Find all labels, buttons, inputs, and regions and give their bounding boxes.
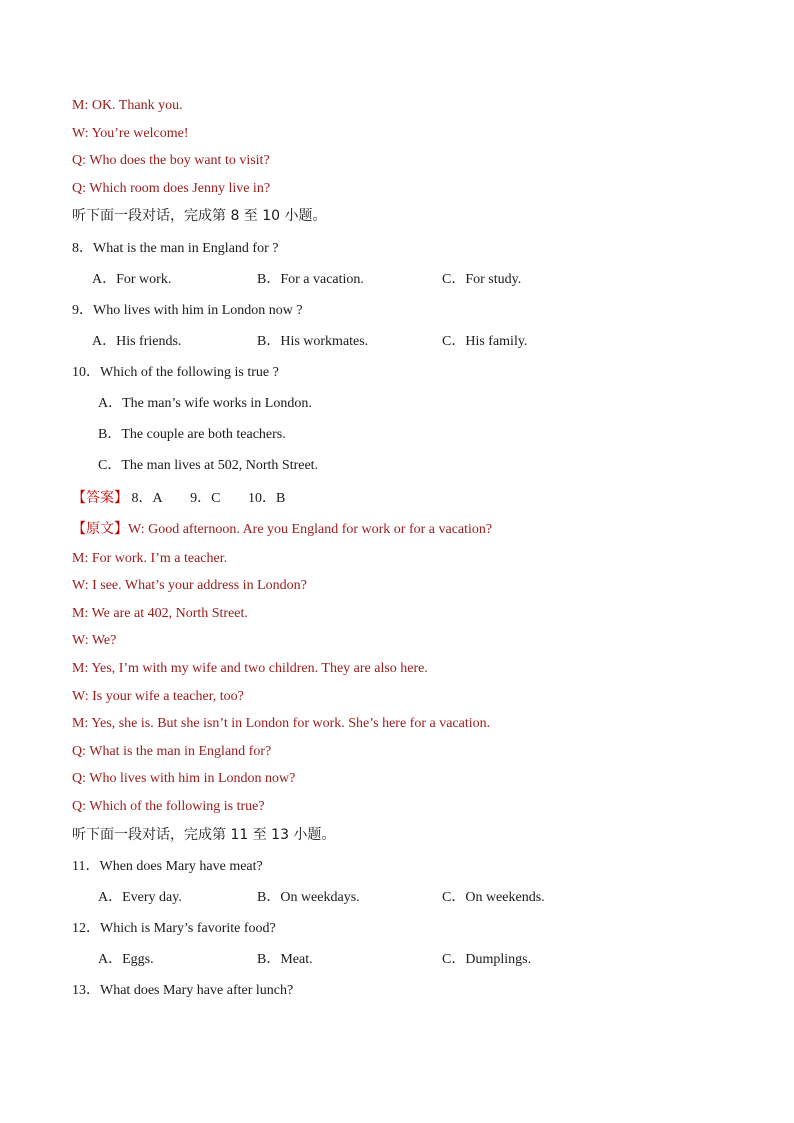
- question-11-stem: 11．When does Mary have meat?: [72, 859, 263, 874]
- transcript-line: M: We are at 402, North Street.: [72, 606, 248, 621]
- question-11-option-c: C．On weekends.: [442, 890, 545, 905]
- dialog-line: Q: Which room does Jenny live in?: [72, 181, 271, 196]
- question-10-option-c: C．The man lives at 502, North Street.: [98, 458, 319, 473]
- section-heading: 听下面一段对话，完成第 11 至 13 小题。: [72, 827, 336, 843]
- question-9-option-a: A．His friends.: [92, 334, 182, 349]
- question-9-stem: 9．Who lives with him in London now ?: [72, 303, 303, 318]
- answer-9: 9．C: [190, 491, 221, 506]
- question-12-option-a: A．Eggs.: [98, 952, 154, 967]
- question-11-option-b: B．On weekdays.: [257, 890, 360, 905]
- transcript-line: Q: What is the man in England for?: [72, 744, 272, 759]
- question-10-stem: 10．Which of the following is true ?: [72, 365, 279, 380]
- transcript-line: M: Yes, she is. But she isn’t in London for work. She’s here for a vacation.: [72, 716, 491, 731]
- transcript-line: W: Good afternoon. Are you England for work or for a vacation?: [128, 522, 493, 537]
- question-8-option-c: C．For study.: [442, 272, 522, 287]
- transcript-line: Q: Which of the following is true?: [72, 799, 265, 814]
- question-10-option-b: B．The couple are both teachers.: [98, 427, 286, 442]
- question-12-option-c: C．Dumplings.: [442, 952, 532, 967]
- question-11-option-a: A．Every day.: [98, 890, 182, 905]
- question-8-stem: 8．What is the man in England for ?: [72, 241, 279, 256]
- answer-line: [72, 489, 285, 508]
- question-8-option-b: B．For a vacation.: [257, 272, 364, 287]
- question-9-option-b: B．His workmates.: [257, 334, 369, 349]
- question-10-option-a: A．The man’s wife works in London.: [98, 396, 312, 411]
- transcript-line: W: We?: [72, 633, 117, 648]
- answer-label: 【答案】: [72, 490, 128, 506]
- transcript-line: W: I see. What’s your address in London?: [72, 578, 307, 593]
- transcript-line: M: Yes, I’m with my wife and two children. They are also here.: [72, 661, 428, 676]
- question-12-stem: 12．Which is Mary’s favorite food?: [72, 921, 276, 936]
- dialog-line: M: OK. Thank you.: [72, 98, 183, 113]
- dialog-line: Q: Who does the boy want to visit?: [72, 153, 270, 168]
- question-9-option-c: C．His family.: [442, 334, 528, 349]
- answer-8: 8．A: [131, 491, 163, 506]
- section-heading: 听下面一段对话，完成第 8 至 10 小题。: [72, 208, 327, 224]
- question-12-option-b: B．Meat.: [257, 952, 313, 967]
- transcript-line: Q: Who lives with him in London now?: [72, 771, 296, 786]
- transcript-line: W: Is your wife a teacher, too?: [72, 689, 244, 704]
- transcript-label: 【原文】: [72, 521, 128, 537]
- answer-10: 10．B: [247, 491, 286, 506]
- question-8-option-a: A．For work.: [92, 272, 172, 287]
- transcript-first-line: [72, 520, 492, 539]
- question-13-stem: 13．What does Mary have after lunch?: [72, 983, 294, 998]
- transcript-line: M: For work. I’m a teacher.: [72, 551, 228, 566]
- dialog-line: W: You’re welcome!: [72, 126, 189, 141]
